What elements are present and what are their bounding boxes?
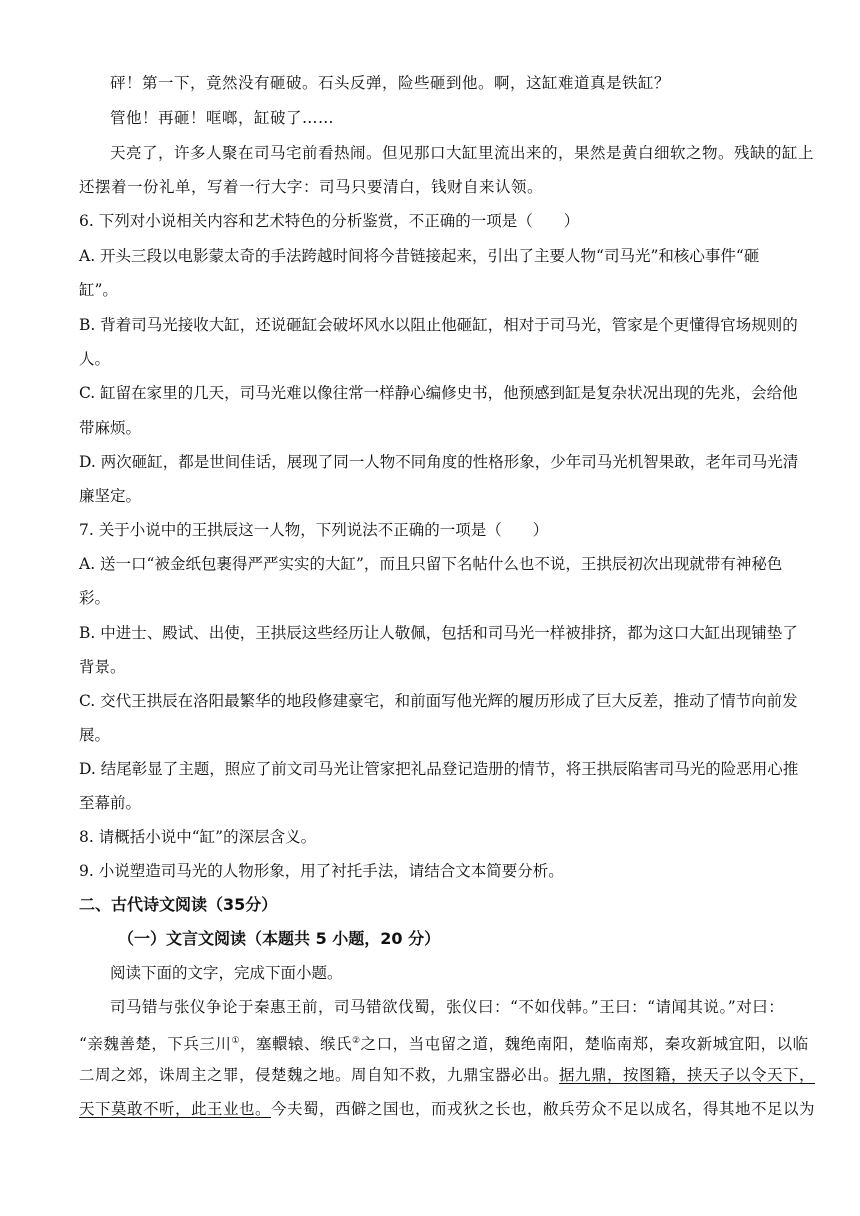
story-paragraph-3-line-1: 天亮了，许多人聚在司马宅前看热闹。但见那口大缸里流出来的，果然是黄白细软之物。残缺的缸上 <box>110 144 815 162</box>
classical-text-line-3 <box>79 1064 816 1086</box>
question-6-option-c-line-1: C. 缸留在家里的几天，司马光难以像往常一样静心编修史书，他预感到缸是复杂状况出现的先兆，会给他 <box>79 384 798 402</box>
question-7-option-c-line-1: C. 交代王拱辰在洛阳最繁华的地段修建豪宅，和前面写他光辉的履历形成了巨大反差，推动了情节向前发 <box>79 692 798 710</box>
underlined-sentence: 据九鼎，按图籍，挟天子以令天下， <box>559 1066 816 1084</box>
classical-text-line-4 <box>79 1098 816 1120</box>
story-paragraph-2: 管他！再砸！哐啷，缸破了…… <box>110 109 335 127</box>
question-9: 9. 小说塑造司马光的人物形象，用了衬托手法，请结合文本简要分析。 <box>79 862 564 880</box>
classical-text-line-1: 司马错与张仪争论于秦惠王前，司马错欲伐蜀，张仪曰：“不如伐韩。”王曰：“请闻其说。”对曰： <box>110 998 785 1016</box>
classical-text-segment: 今夫蜀，西僻之国也，而戎狄之长也，敝兵劳众不足以成名，得其地不足以为 <box>271 1100 816 1118</box>
question-7-option-c-line-2: 展。 <box>79 726 111 744</box>
story-paragraph-1: 砰！第一下，竟然没有砸破。石头反弹，险些砸到他。啊，这缸难道真是铁缸？ <box>110 74 671 92</box>
question-6-option-d-line-1: D. 两次砸缸，都是世间佳话，展现了同一人物不同角度的性格形象，少年司马光机智果敢，老年司马光清 <box>79 453 799 471</box>
question-7-option-a-line-1: A. 送一口“被金纸包裹得严严实实的大缸”，而且只留下名帖什么也不说，王拱辰初次出现就带有神秘色 <box>79 555 783 573</box>
question-7-option-d-line-2: 至幕前。 <box>79 794 142 812</box>
question-6-option-b-line-2: 人。 <box>79 350 111 368</box>
question-8: 8. 请概括小说中“缸”的深层含义。 <box>79 828 317 846</box>
question-6-option-c-line-2: 带麻烦。 <box>79 419 142 437</box>
question-6-option-b-line-1: B. 背着司马光接收大缸，还说砸缸会破坏风水以阻止他砸缸，相对于司马光，管家是个更懂得官场规则的 <box>79 316 798 334</box>
classical-text-segment: 二周之郊，诛周主之罪，侵楚魏之地。周自知不救，九鼎宝器必出。 <box>79 1066 560 1084</box>
question-6-option-a-line-1: A. 开头三段以电影蒙太奇的手法跨越时间将今昔链接起来，引出了主要人物“司马光”和核心事件“砸 <box>79 247 760 265</box>
footnote-marker-2: ② <box>352 1036 361 1046</box>
question-7-option-b-line-1: B. 中进士、殿试、出使，王拱辰这些经历让人敬佩，包括和司马光一样被排挤，都为这口大缸出现铺垫了 <box>79 624 798 642</box>
subsection-1-heading: （一）文言文阅读（本题共 5 小题，20 分） <box>118 929 441 948</box>
question-7-option-b-line-2: 背景。 <box>79 658 126 676</box>
footnote-marker-1: ① <box>231 1036 241 1046</box>
question-6-option-d-line-2: 廉坚定。 <box>79 487 142 505</box>
underlined-sentence: 天下莫敢不听，此王业也。 <box>79 1100 272 1118</box>
question-7-option-a-line-2: 彩。 <box>79 589 111 607</box>
question-6-stem: 6. 下列对小说相关内容和艺术特色的分析鉴赏，不正确的一项是（ ） <box>79 212 580 230</box>
reading-instruction: 阅读下面的文字，完成下面小题。 <box>110 964 343 982</box>
classical-text-segment: 之口，当屯留之道，魏绝南阳，楚临南郑，秦攻新城宜阳，以临 <box>360 1035 809 1054</box>
section-2-heading: 二、古代诗文阅读（35分） <box>79 895 278 914</box>
question-6-option-a-line-2: 缸”。 <box>79 281 118 299</box>
classical-text-line-2 <box>79 1030 809 1055</box>
classical-text-segment: “亲魏善楚，下兵三川 <box>79 1035 232 1054</box>
question-7-stem: 7. 关于小说中的王拱辰这一人物，下列说法不正确的一项是（ ） <box>79 521 549 539</box>
story-paragraph-3-line-2: 还摆着一份礼单，写着一行大字：司马只要清白，钱财自来认领。 <box>79 178 544 196</box>
question-7-option-d-line-1: D. 结尾彰显了主题，照应了前文司马光让管家把礼品登记造册的情节，将王拱辰陷害司马光的险恶用心推 <box>79 760 799 778</box>
classical-text-segment: ，塞轘辕、缑氏 <box>240 1035 353 1054</box>
